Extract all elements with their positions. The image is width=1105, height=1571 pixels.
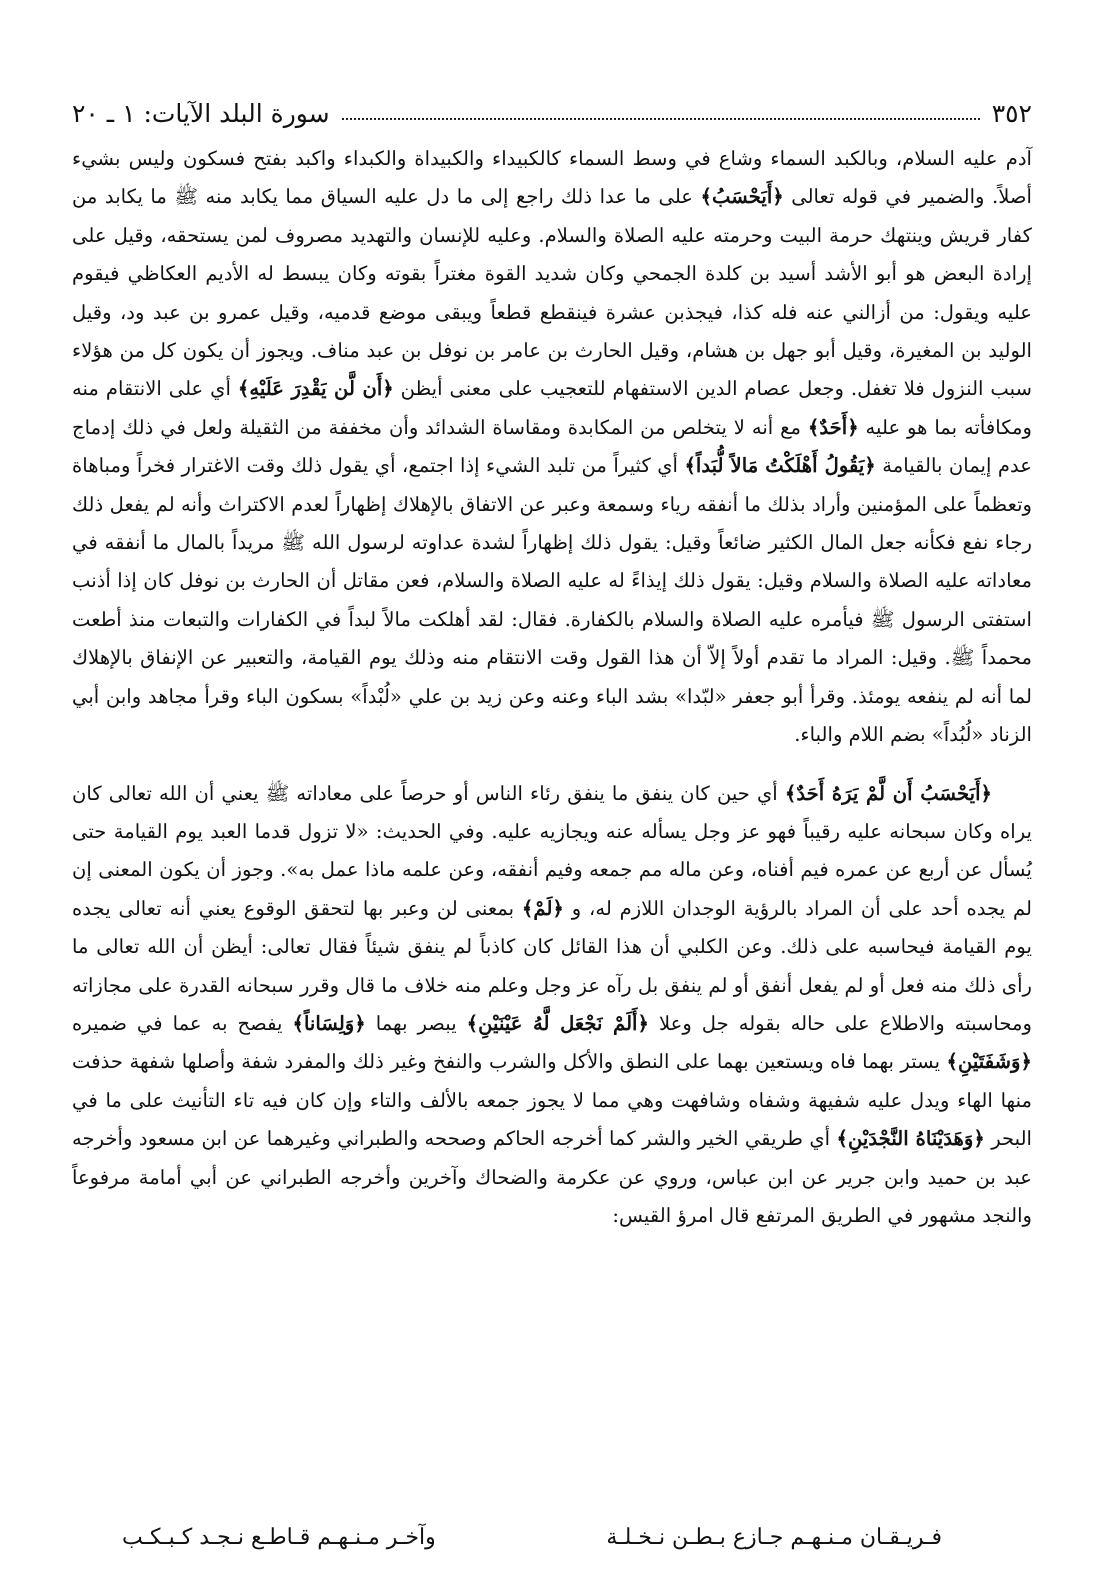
quran-quote: ﴿وَلِسَاناً﴾	[292, 1011, 366, 1035]
paragraph	[72, 140, 1032, 755]
book-page	[72, 0, 1032, 1571]
header-dotted-leader	[342, 116, 980, 120]
paragraph-text: أي كثيراً من تلبد الشيء إذا اجتمع، أي يقول ذلك وقت الاغترار فخراً ومباهاة وتعظماً على المؤمنين وأراد بذلك ما أنفقه رياء وسمعة وعبر عن الاتفاق بالإهلاك إظهاراً لعدم الاكتراث وأنه لم يفعل ذلك رجاء نفع فكأنه جعل المال الكثير ضائعاً وقيل: يقول ذلك إظهاراً لشدة عداوته لرسول الله ﷺ مريداً بالمال ما أنفقه في معاداته عليه الصلاة والسلام وقيل: يقول ذلك إيذاءً له عليه الصلاة والسلام، فعن مقاتل أن الحارث بن نوفل كان إذا أذنب استفتى الرسول ﷺ فيأمره عليه الصلاة والسلام بالكفارة. فقال: لقد أهلكت مالاً لبداً في الكفارات والتبعات منذ أطعت محمداً ﷺ. وقيل: المراد ما تقدم أولاً إلاّ أن هذا القول وقت الانتقام منه وذلك يوم القيامة، والتعبير عن الإنفاق بالإهلاك لما أنه لم ينفعه يومئذ. وقرأ أبو جعفر «لبّدا» بشد الباء وعنه وعن زيد بن علي «لُبْداً» بسكون الباء وقرأ مجاهد وابن أبي الزناد «لُبُداً» بضم اللام والباء.	[72, 454, 1032, 747]
paragraph-text: آدم عليه السلام، وبالكبد السماء وشاع في وسط السماء كالكبيداء والكبيداة والكبداء واكبد بفتح فسكون وليس بشيء أصلاً. والضمير في قوله تعالى	[72, 147, 1033, 209]
quran-quote: ﴿وَشَفَتَيْنِ﴾	[946, 1050, 1032, 1074]
commentary-body	[72, 140, 1032, 1235]
paragraph-text: مع أنه لا يتخلص من المكابدة ومقاساة الشدائد وأن مخففة من الثقيلة ولعل في ذلك إدماج عدم إيمان بالقيامة	[72, 415, 1032, 478]
quran-quote: ﴿يَقُولُ أَهْلَكْتُ مَالاً لُّبَداً﴾	[684, 454, 876, 478]
paragraph-text: بمعنى لن وعبر بها لتحقق الوقوع يعني أنه تعالى يجده يوم القيامة فيحاسبه على ذلك. وعن الكلبي أن هذا القائل كان كاذباً لم ينفق شيئاً فقال تعالى: أيظن أن الله تعالى ما رأى ذلك منه فعل أو لم يفعل أنفق أو لم ينفق بل رآه عز وجل وعلم منه خلاف ما قال وقرر سبحانه القدرة على مجازاته ومحاسبته والاطلاع على حاله بقوله جل وعلا	[72, 896, 1033, 1035]
poetry-verse	[72, 1518, 1032, 1558]
paragraph-text: أي طريقي الخير والشر كما أخرجه الحاكم وصححه والطبراني وغيرهما عن ابن مسعود وأخرجه عبد بن حميد وابن جرير عن ابن عباس، وروي عن عكرمة والضحاك وآخرين وأخرجه الطبراني عن أبي أمامة مرفوعاً والنجد مشهور في الطريق المرتفع قال امرؤ القيس:	[72, 1127, 1032, 1227]
quran-quote: ﴿أَن لَّن يَقْدِرَ عَلَيْهِ﴾	[237, 377, 394, 401]
paragraph-text: يبصر بهما	[365, 1011, 467, 1035]
running-header	[72, 86, 1032, 126]
paragraph-text: يفصح به عما في ضميره	[72, 1011, 293, 1035]
header-title: سورة البلد الآيات: ١ ـ ٢٠	[72, 99, 330, 128]
verse-first-hemistich: فـريـقـان مـنـهـم جـازع بـطـن نـخـلـة	[606, 1525, 942, 1550]
paragraph-text: على ما عدا ذلك راجع إلى ما دل عليه السياق مما يكابد منه ﷺ ما يكابد من كفار قريش وينتهك حرمة البيت وحرمته عليه الصلاة والسلام. وعليه للإنسان والتهديد مصروف لمن يستحقه، وقيل على إرادة البعض هو أبو الأشد أسيد بن كلدة الجمحي وكان شديد القوة مغتراً بقوته وكان يبسط له الأديم العكاظي فيقوم عليه ويقول: من أزالني عنه فله كذا، فيجذبن عشرة فينقطع قطعاً ويبقى موضع قدميه، وقيل عمرو بن عبد ود، وقيل الوليد بن المغيرة، وقيل أبو جهل بن هشام، وقيل الحارث بن عامر بن نوفل بن عبد مناف. ويجوز أن يكون كل من هؤلاء سبب النزول فلا تغفل. وجعل عصام الدين الاستفهام للتعجيب على معنى أيظن	[72, 185, 1032, 401]
quran-quote: ﴿وَهَدَيْنَاهُ النَّجْدَيْنِ﴾	[836, 1127, 985, 1151]
page-number: ٣٥٢	[991, 99, 1032, 128]
paragraph-text: أي على الانتقام منه ومكافأته بما هو عليه	[72, 377, 1032, 439]
paragraph-text: أي حين كان ينفق ما ينفق رئاء الناس أو حرصاً على معاداته ﷺ يعني أن الله تعالى كان يراه وكان سبحانه عليه رقيباً فهو عز وجل يسأله عنه ويجازيه عليه. وفي الحديث: «لا تزول قدما العبد يوم القيامة حتى يُسأل عن أربع عن عمره فيم أفناه، وعن ماله مم جمعه وفيم أنفقه، وعن علمه ماذا عمل به». وجوز أن يكون المعنى إن لم يجده أحد على أن المراد بالرؤية الوجدان اللازم له، و	[72, 781, 1032, 920]
quran-quote: ﴿أَحَدٌ﴾	[807, 415, 859, 439]
quran-quote: ﴿لَمْ﴾	[521, 896, 564, 920]
paragraph-text: يستر بهما فاه ويستعين بهما على النطق والأكل والشرب والنفخ وغير ذلك والمفرد شفة وأصلها شفهة حذفت منها الهاء ويدل عليه شفيهة وشفاه وشافهت وهي مما لا يجوز جمعه بالألف والتاء وإن كان فيه تاء التأنيث على ما في البحر	[72, 1050, 1033, 1151]
quran-quote: ﴿أَيَحْسَبُ أَن لَّمْ يَرَهُ أَحَدٌ﴾	[784, 781, 992, 805]
paragraph	[72, 775, 1032, 1236]
quran-quote: ﴿أَلَمْ نَجْعَل لَّهُ عَيْنَيْنِ﴾	[466, 1011, 649, 1035]
quran-quote: ﴿أَيَحْسَبُ﴾	[700, 185, 784, 209]
verse-second-hemistich: وآخـر مـنـهـم قـاطـع نـجـد كـبـكـب	[122, 1525, 436, 1550]
